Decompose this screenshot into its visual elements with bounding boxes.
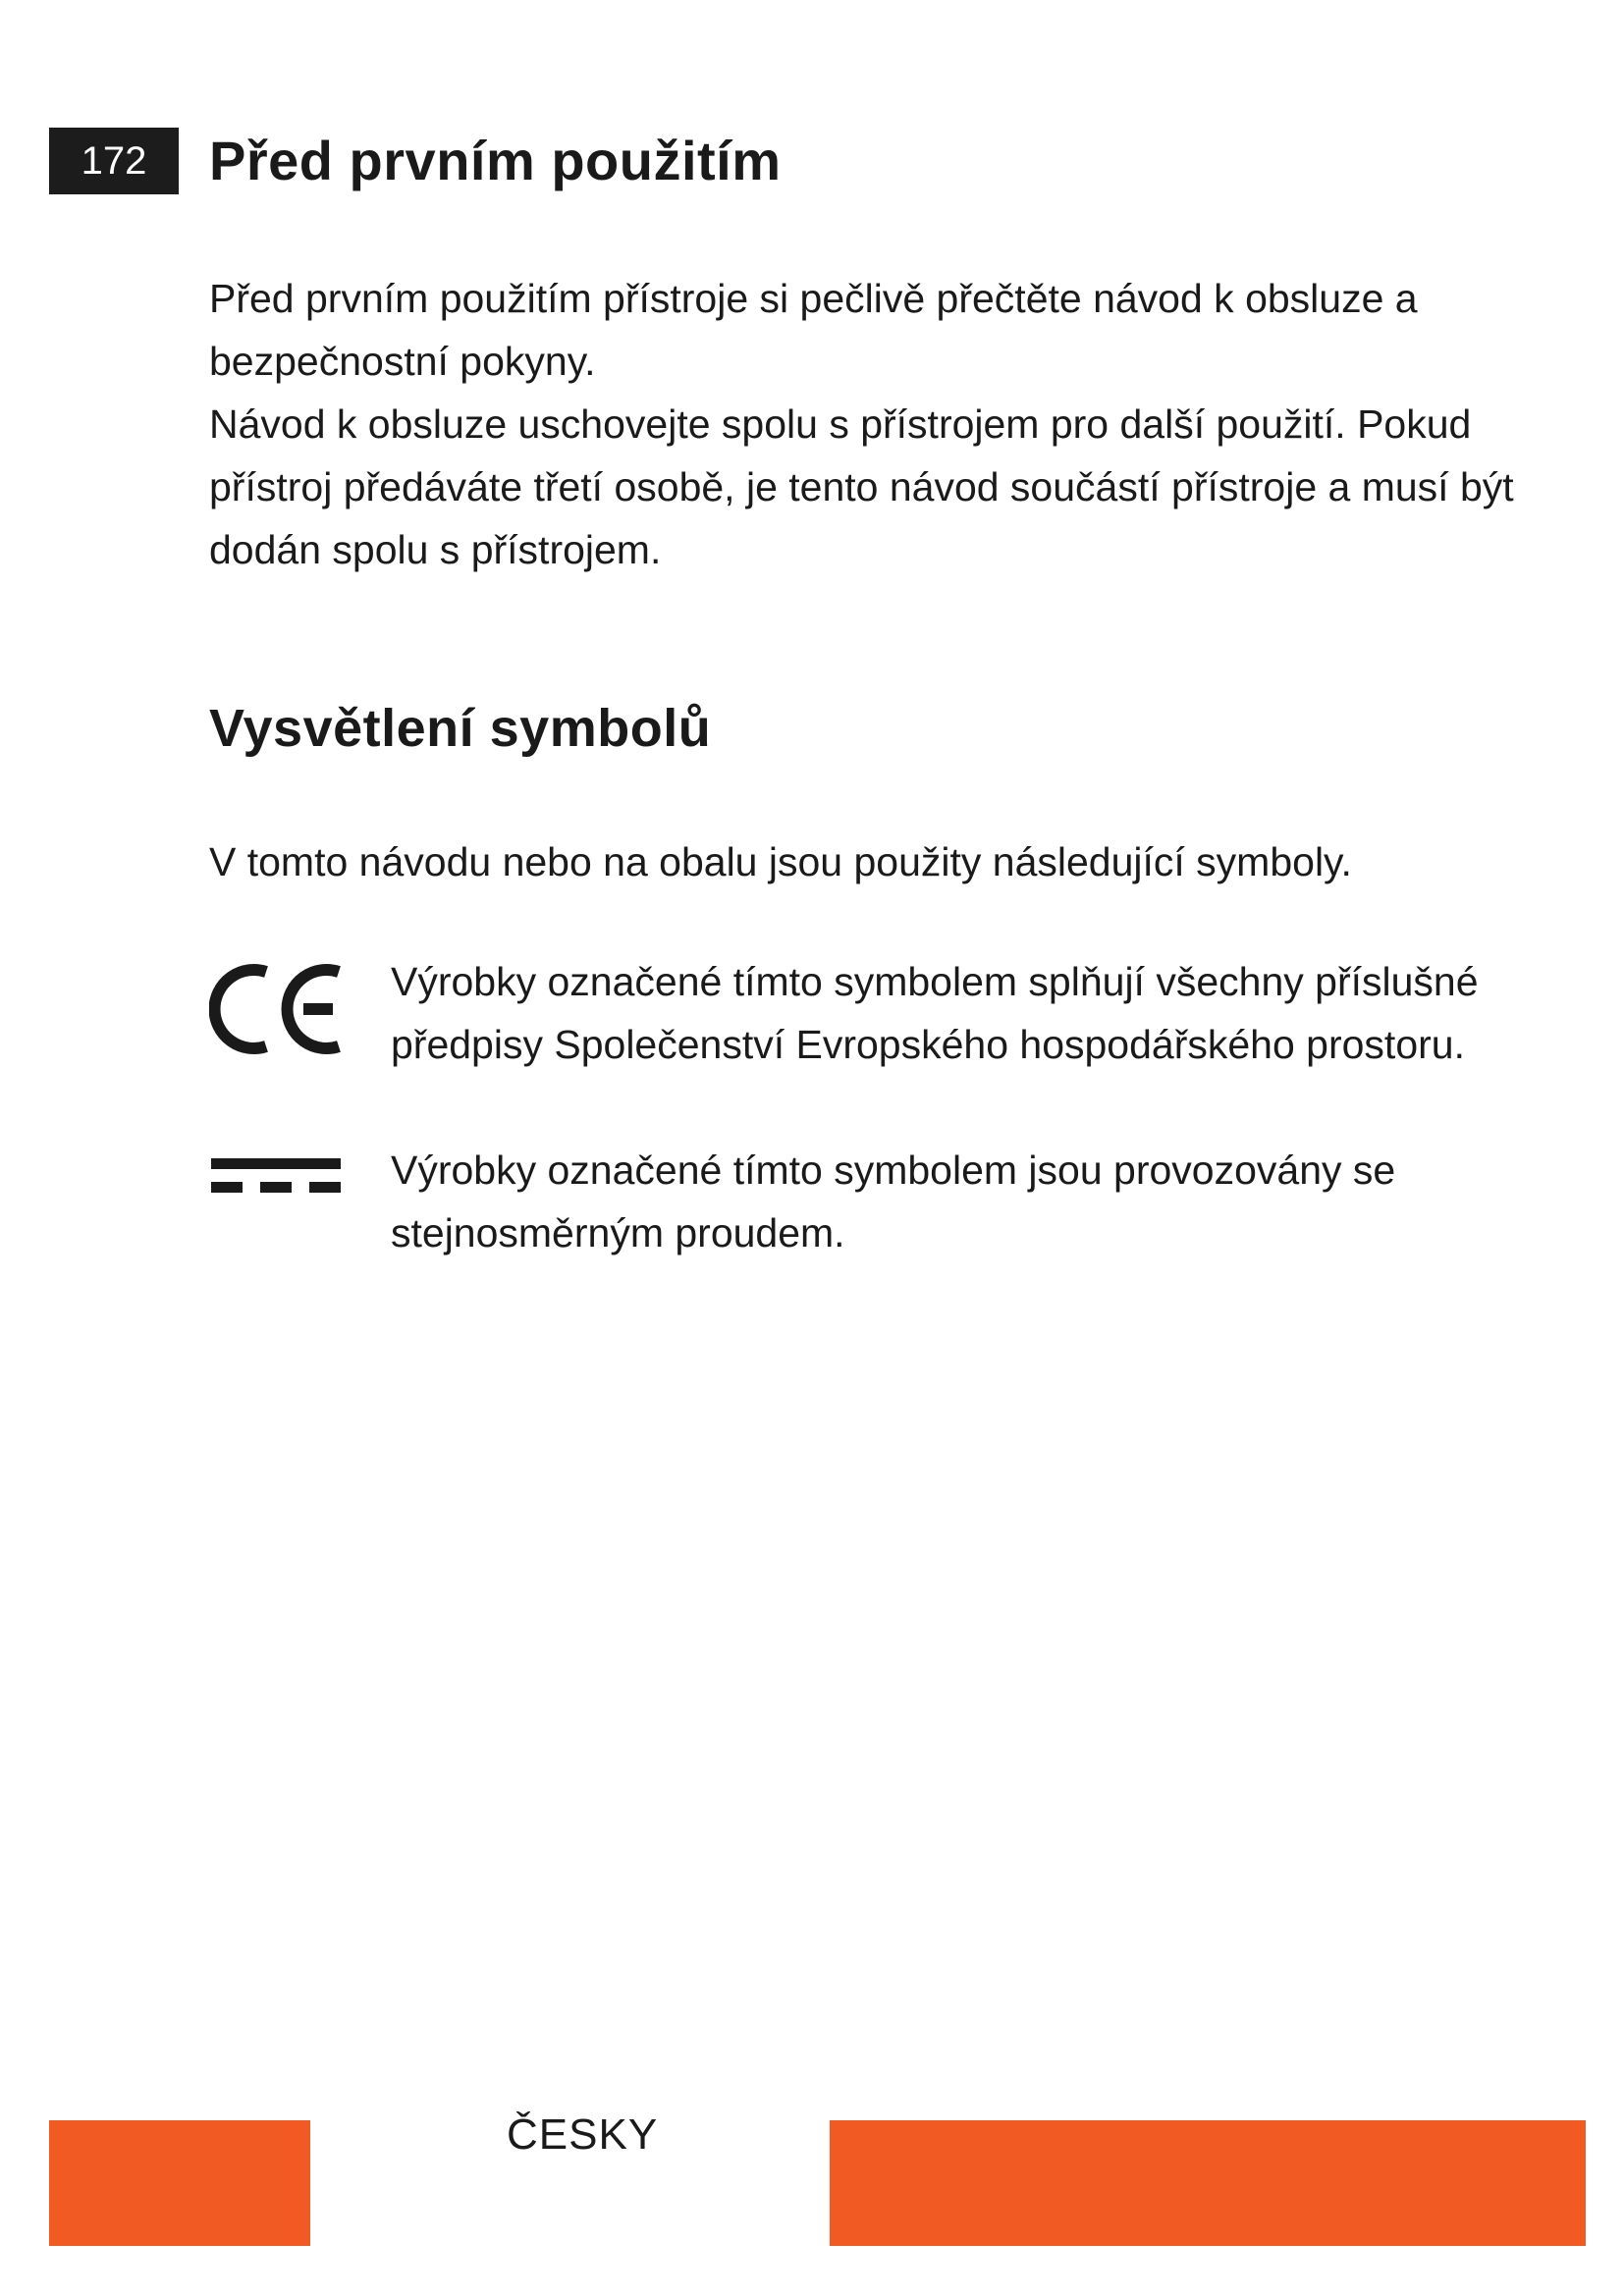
footer-accent-right [830,2120,1586,2246]
dc-description: Výrobky označené tímto symbolem jsou provozovány se stejnosměrným proudem. [391,1148,1396,1255]
intro-paragraph-1: Před prvním použitím přístroje si pečlivě přečtěte návod k obsluze a bezpečnostní pokyny. [209,276,1418,384]
page-title: Před prvním použitím [209,130,782,191]
direct-current-icon [209,1152,343,1201]
footer-accent-left [49,2120,310,2246]
section-lead: V tomto návodu nebo na obalu jsou použity následující symboly. [209,839,1352,884]
intro-text [209,267,1515,581]
symbol-item-ce [209,950,1515,1088]
ce-mark-icon [209,960,347,1058]
ce-description: Výrobky označené tímto symbolem splňují všechny příslušné předpisy Společenství Evropského hospodářského prostoru. [391,959,1479,1067]
footer-language: ČESKY [507,2110,659,2159]
intro-paragraph-2: Návod k obsluze uschovejte spolu s přístrojem pro další použití. Pokud přístroj předáváte třetí osobě, je tento návod součástí přístroje a musí být dodán spolu s přístrojem. [209,401,1514,572]
page-number: 172 [49,128,179,194]
symbol-item-dc [209,1139,1515,1276]
section-heading: Vysvětlení symbolů [209,699,712,758]
